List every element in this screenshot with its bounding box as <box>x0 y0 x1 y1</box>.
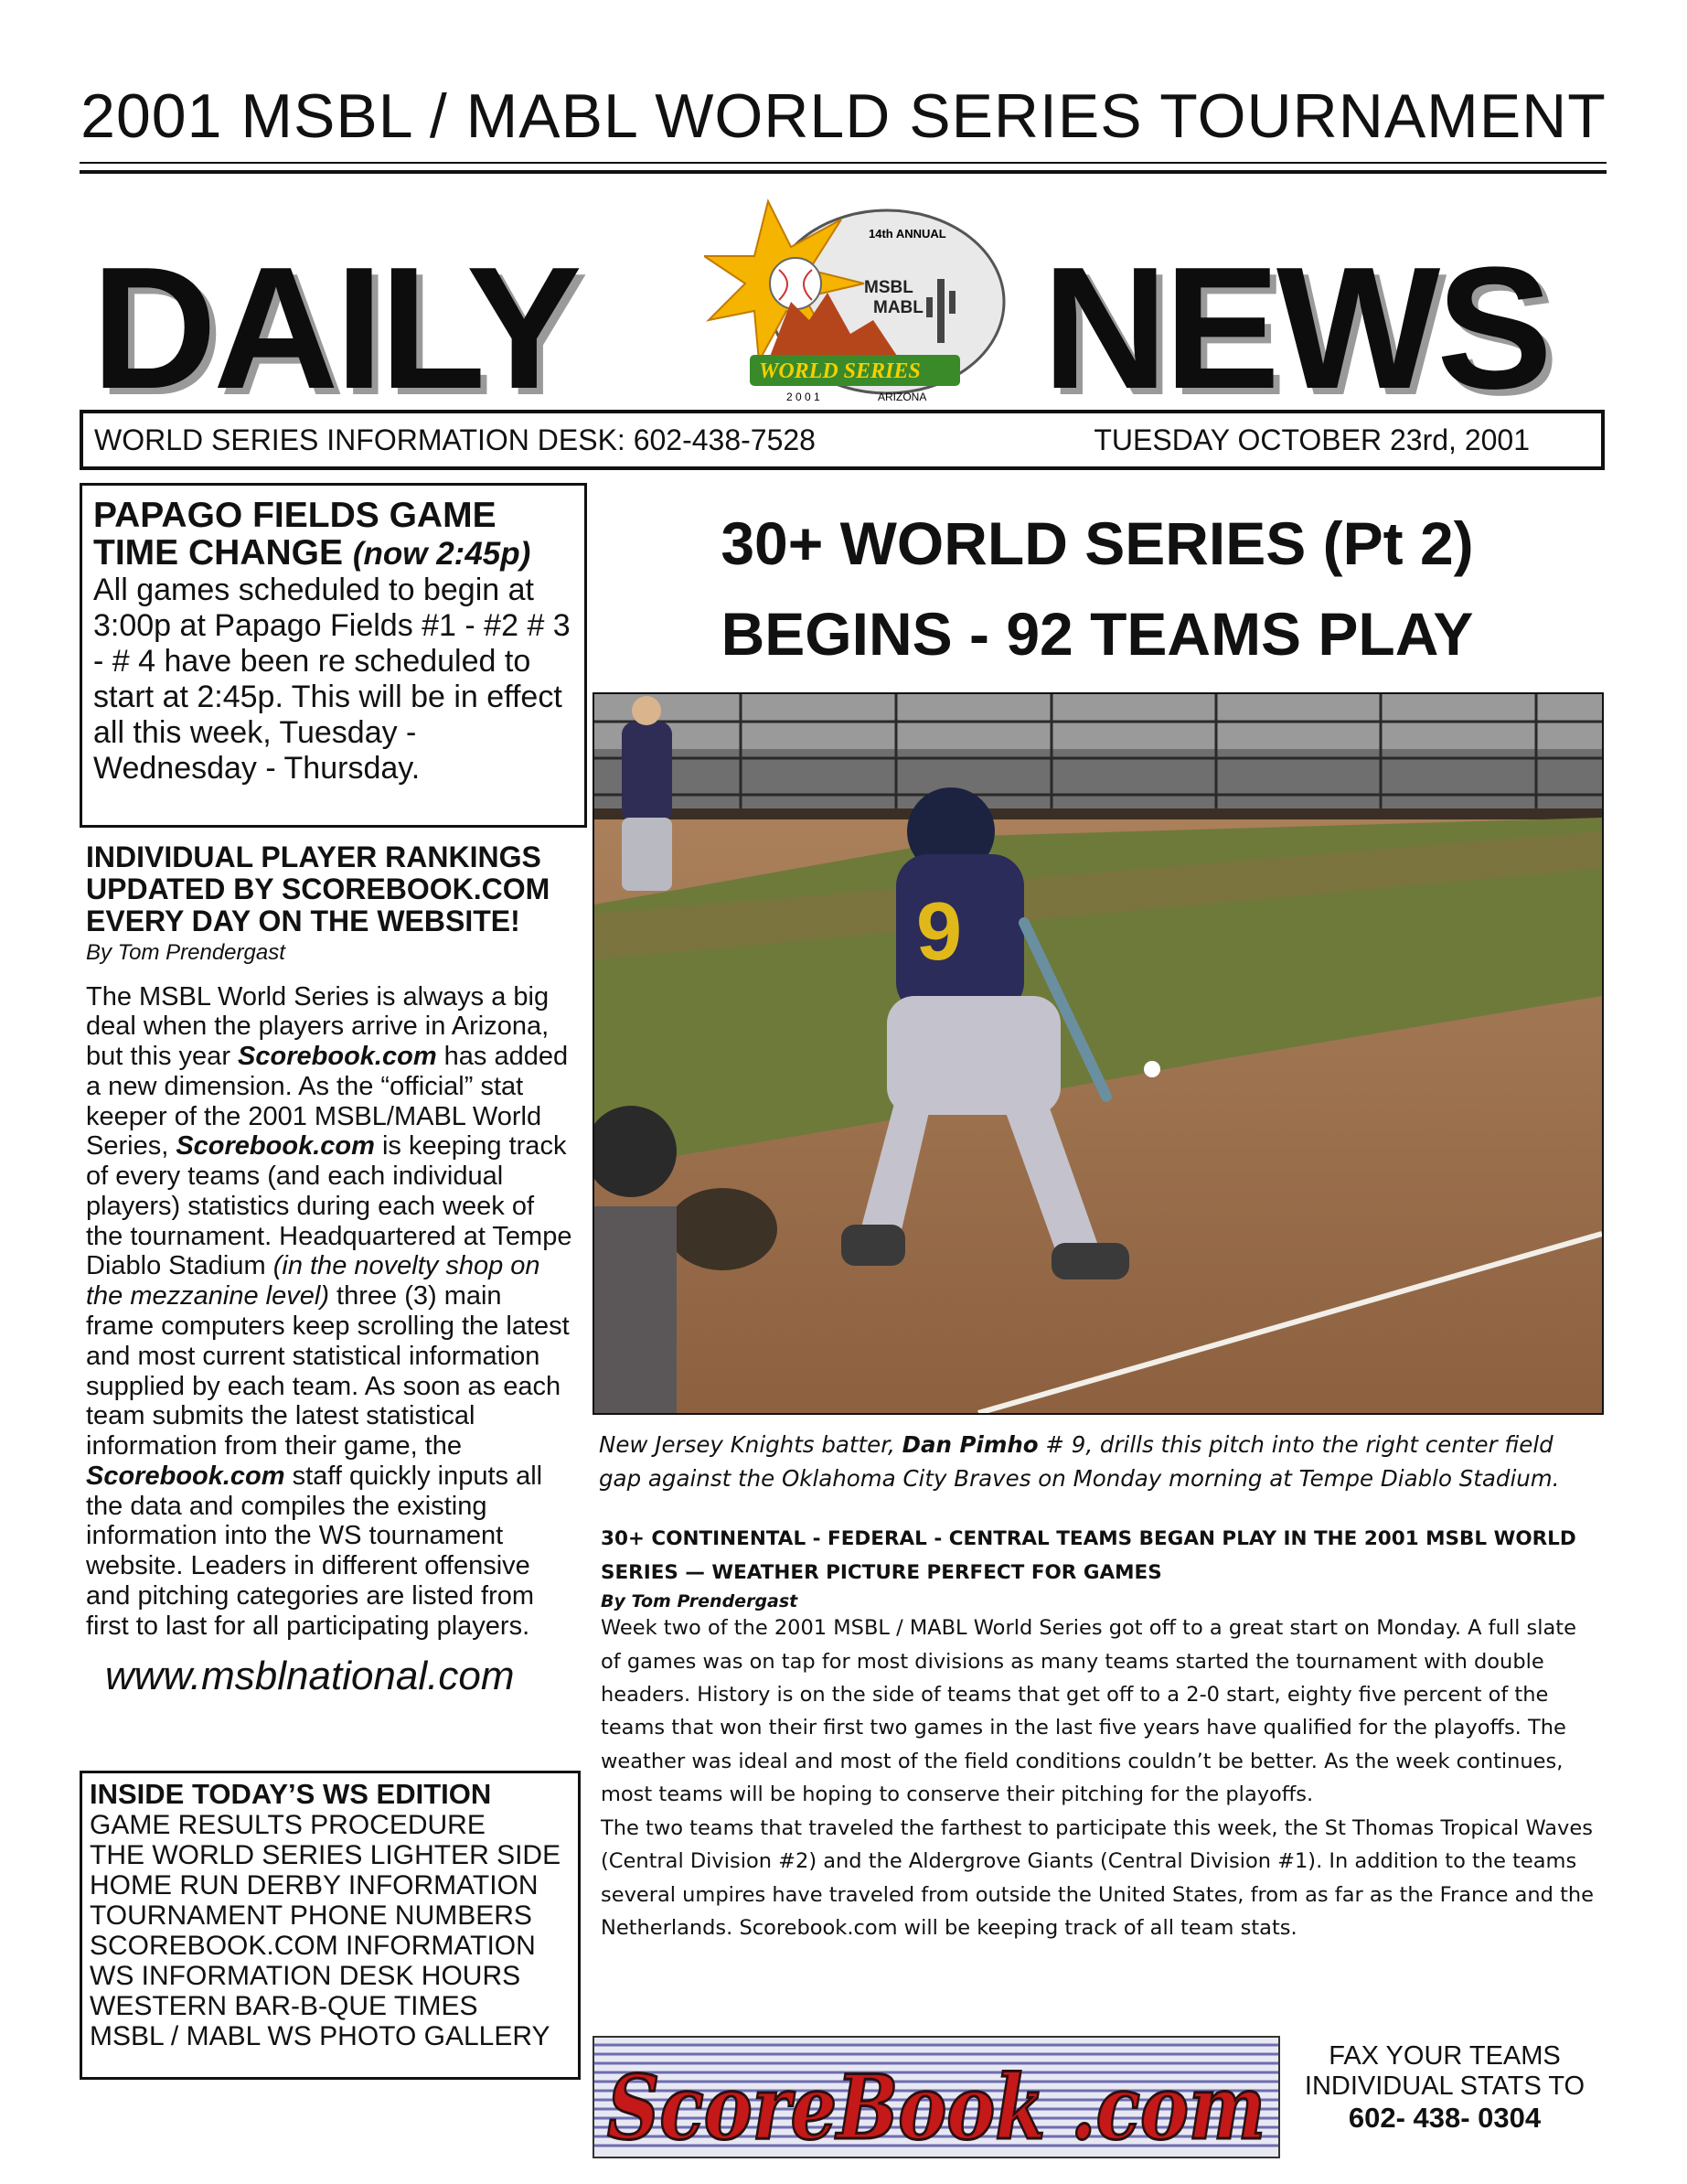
batter-photo <box>593 692 1604 1415</box>
masthead-rule-thin <box>80 162 1607 164</box>
article-byline: By Tom Prendergast <box>601 1591 798 1612</box>
rankings-article <box>86 841 575 1641</box>
inside-edition-item: SCOREBOOK.COM INFORMATION <box>90 1931 536 1962</box>
fax-number: 602- 438- 0304 <box>1348 2102 1542 2135</box>
logo-annual-text: 14th ANNUAL <box>869 227 946 241</box>
article-paragraph: Week two of the 2001 MSBL / MABL World Series got off to a great start on Monday. A full slate of games was on tap for most divisions as many teams started the tournament with double headers. History is on the side of teams that get off to a 2-0 start, eighty five percent of the teams that won their first two games in the last five years have qualified for the playoffs. The weather was ideal and most of the field conditions couldn’t be better. As the week continues, most teams will be hoping to conserve their pitching for the playoffs. <box>601 1616 1576 1807</box>
batter-jersey-number: 9 <box>916 886 963 978</box>
rankings-byline: By Tom Prendergast <box>86 939 285 965</box>
masthead-rule-thick <box>80 170 1607 174</box>
fax-line1: FAX YOUR TEAMS <box>1329 2041 1561 2071</box>
photo-caption: New Jersey Knights batter, Dan Pimho # 9, drills this pitch into the right center field gap against the Oklahoma City Braves on Monday morning at Tempe Diablo Stadium. <box>599 1431 1560 1492</box>
inside-edition-item: GAME RESULTS PROCEDURE <box>90 1810 486 1841</box>
inside-edition-box <box>80 1771 581 2080</box>
logo-place-text: ARIZONA <box>878 391 927 403</box>
logo-year-text: 2 0 0 1 <box>786 391 820 403</box>
inside-edition-heading: INSIDE TODAY’S WS EDITION <box>90 1778 492 1810</box>
article-headline: 30+ CONTINENTAL - FEDERAL - CENTRAL TEAMS BEGAN PLAY IN THE 2001 MSBL WORLD SERIES — WEATHER PICTURE PERFECT FOR GAMES <box>601 1527 1576 1584</box>
inside-edition-item: MSBL / MABL WS PHOTO GALLERY <box>90 2021 550 2052</box>
inside-edition-item: WESTERN BAR-B-QUE TIMES <box>90 1991 478 2022</box>
inside-edition-item: HOME RUN DERBY INFORMATION <box>90 1870 539 1901</box>
scorebook-logo <box>593 2036 1280 2158</box>
rankings-body: The MSBL World Series is always a big deal when the players arrive in Arizona, but this year Scorebook.com has added a new dimension. As the “official” stat keeper of the 2001 MSBL/MABL World Series, Scorebook.com is keeping track of every teams (and each individual players) statistics during each week of the tournament. Headquartered at Tempe Diablo Stadium (in the novelty shop on the mezzanine level) three (3) main frame computers keep scrolling the latest and most current statistical information supplied by each team. As soon as each team submits the latest statistical information from their game, the Scorebook.com staff quickly inputs all the data and compiles the existing information into the WS tournament website. Leaders in different offensive and pitching categories are listed from first to last for all participating players. <box>86 981 572 1641</box>
issue-date: TUESDAY OCTOBER 23rd, 2001 <box>1094 423 1530 456</box>
info-bar <box>80 410 1605 470</box>
masthead-title: 2001 MSBL / MABL WORLD SERIES TOURNAMENT <box>80 81 1607 151</box>
title-daily: DAILY <box>91 231 579 425</box>
rankings-headline: INDIVIDUAL PLAYER RANKINGS UPDATED BY SCOREBOOK.COM EVERY DAY ON THE WEBSITE! <box>86 840 550 938</box>
website-link[interactable]: www.msblnational.com <box>105 1654 515 1698</box>
world-series-logo <box>704 183 1006 412</box>
inside-edition-item: THE WORLD SERIES LIGHTER SIDE <box>90 1840 561 1871</box>
inside-edition-item: WS INFORMATION DESK HOURS <box>90 1961 521 1992</box>
logo-msbl-text: MSBL <box>864 278 913 297</box>
logo-series-text: WORLD SERIES <box>759 359 921 383</box>
papago-title: PAPAGO FIELDS GAME TIME CHANGE (now 2:45p) <box>93 496 531 573</box>
papago-title-note: (now 2:45p) <box>352 536 531 573</box>
article-paragraph: The two teams that traveled the farthest to participate this week, the St Thomas Tropical Waves (Central Division #2) and the Aldergrove Giants (Central Division #1). In addition to the teams several umpires have traveled from outside the United States, from as far as the France and the Netherlands. Scorebook.com will be keeping track of all team stats. <box>601 1815 1595 1941</box>
main-article <box>601 1523 1600 1944</box>
main-headline-line2: BEGINS - 92 TEAMS PLAY <box>721 600 1474 668</box>
main-headline <box>594 498 1600 680</box>
caption-player-name: Dan Pimho <box>902 1431 1039 1458</box>
logo-mabl-text: MABL <box>873 298 924 317</box>
scorebook-logo-text: ScoreBook .com <box>607 2056 1265 2157</box>
title-news: NEWS <box>1042 231 1549 425</box>
main-headline-line1: 30+ WORLD SERIES (Pt 2) <box>721 509 1474 577</box>
fax-notice <box>1280 2041 1609 2134</box>
fax-line2: INDIVIDUAL STATS TO <box>1304 2072 1586 2102</box>
papago-notice-box <box>80 483 587 828</box>
papago-body: All games scheduled to begin at 3:00p at Papago Fields #1 - #2 # 3 - # 4 have been re scheduled to start at 2:45p. This will be in effect all this week, Tuesday - Wednesday - Thursday. <box>93 572 571 787</box>
info-desk-phone: WORLD SERIES INFORMATION DESK: 602-438-7528 <box>94 423 816 456</box>
inside-edition-item: TOURNAMENT PHONE NUMBERS <box>90 1900 532 1932</box>
